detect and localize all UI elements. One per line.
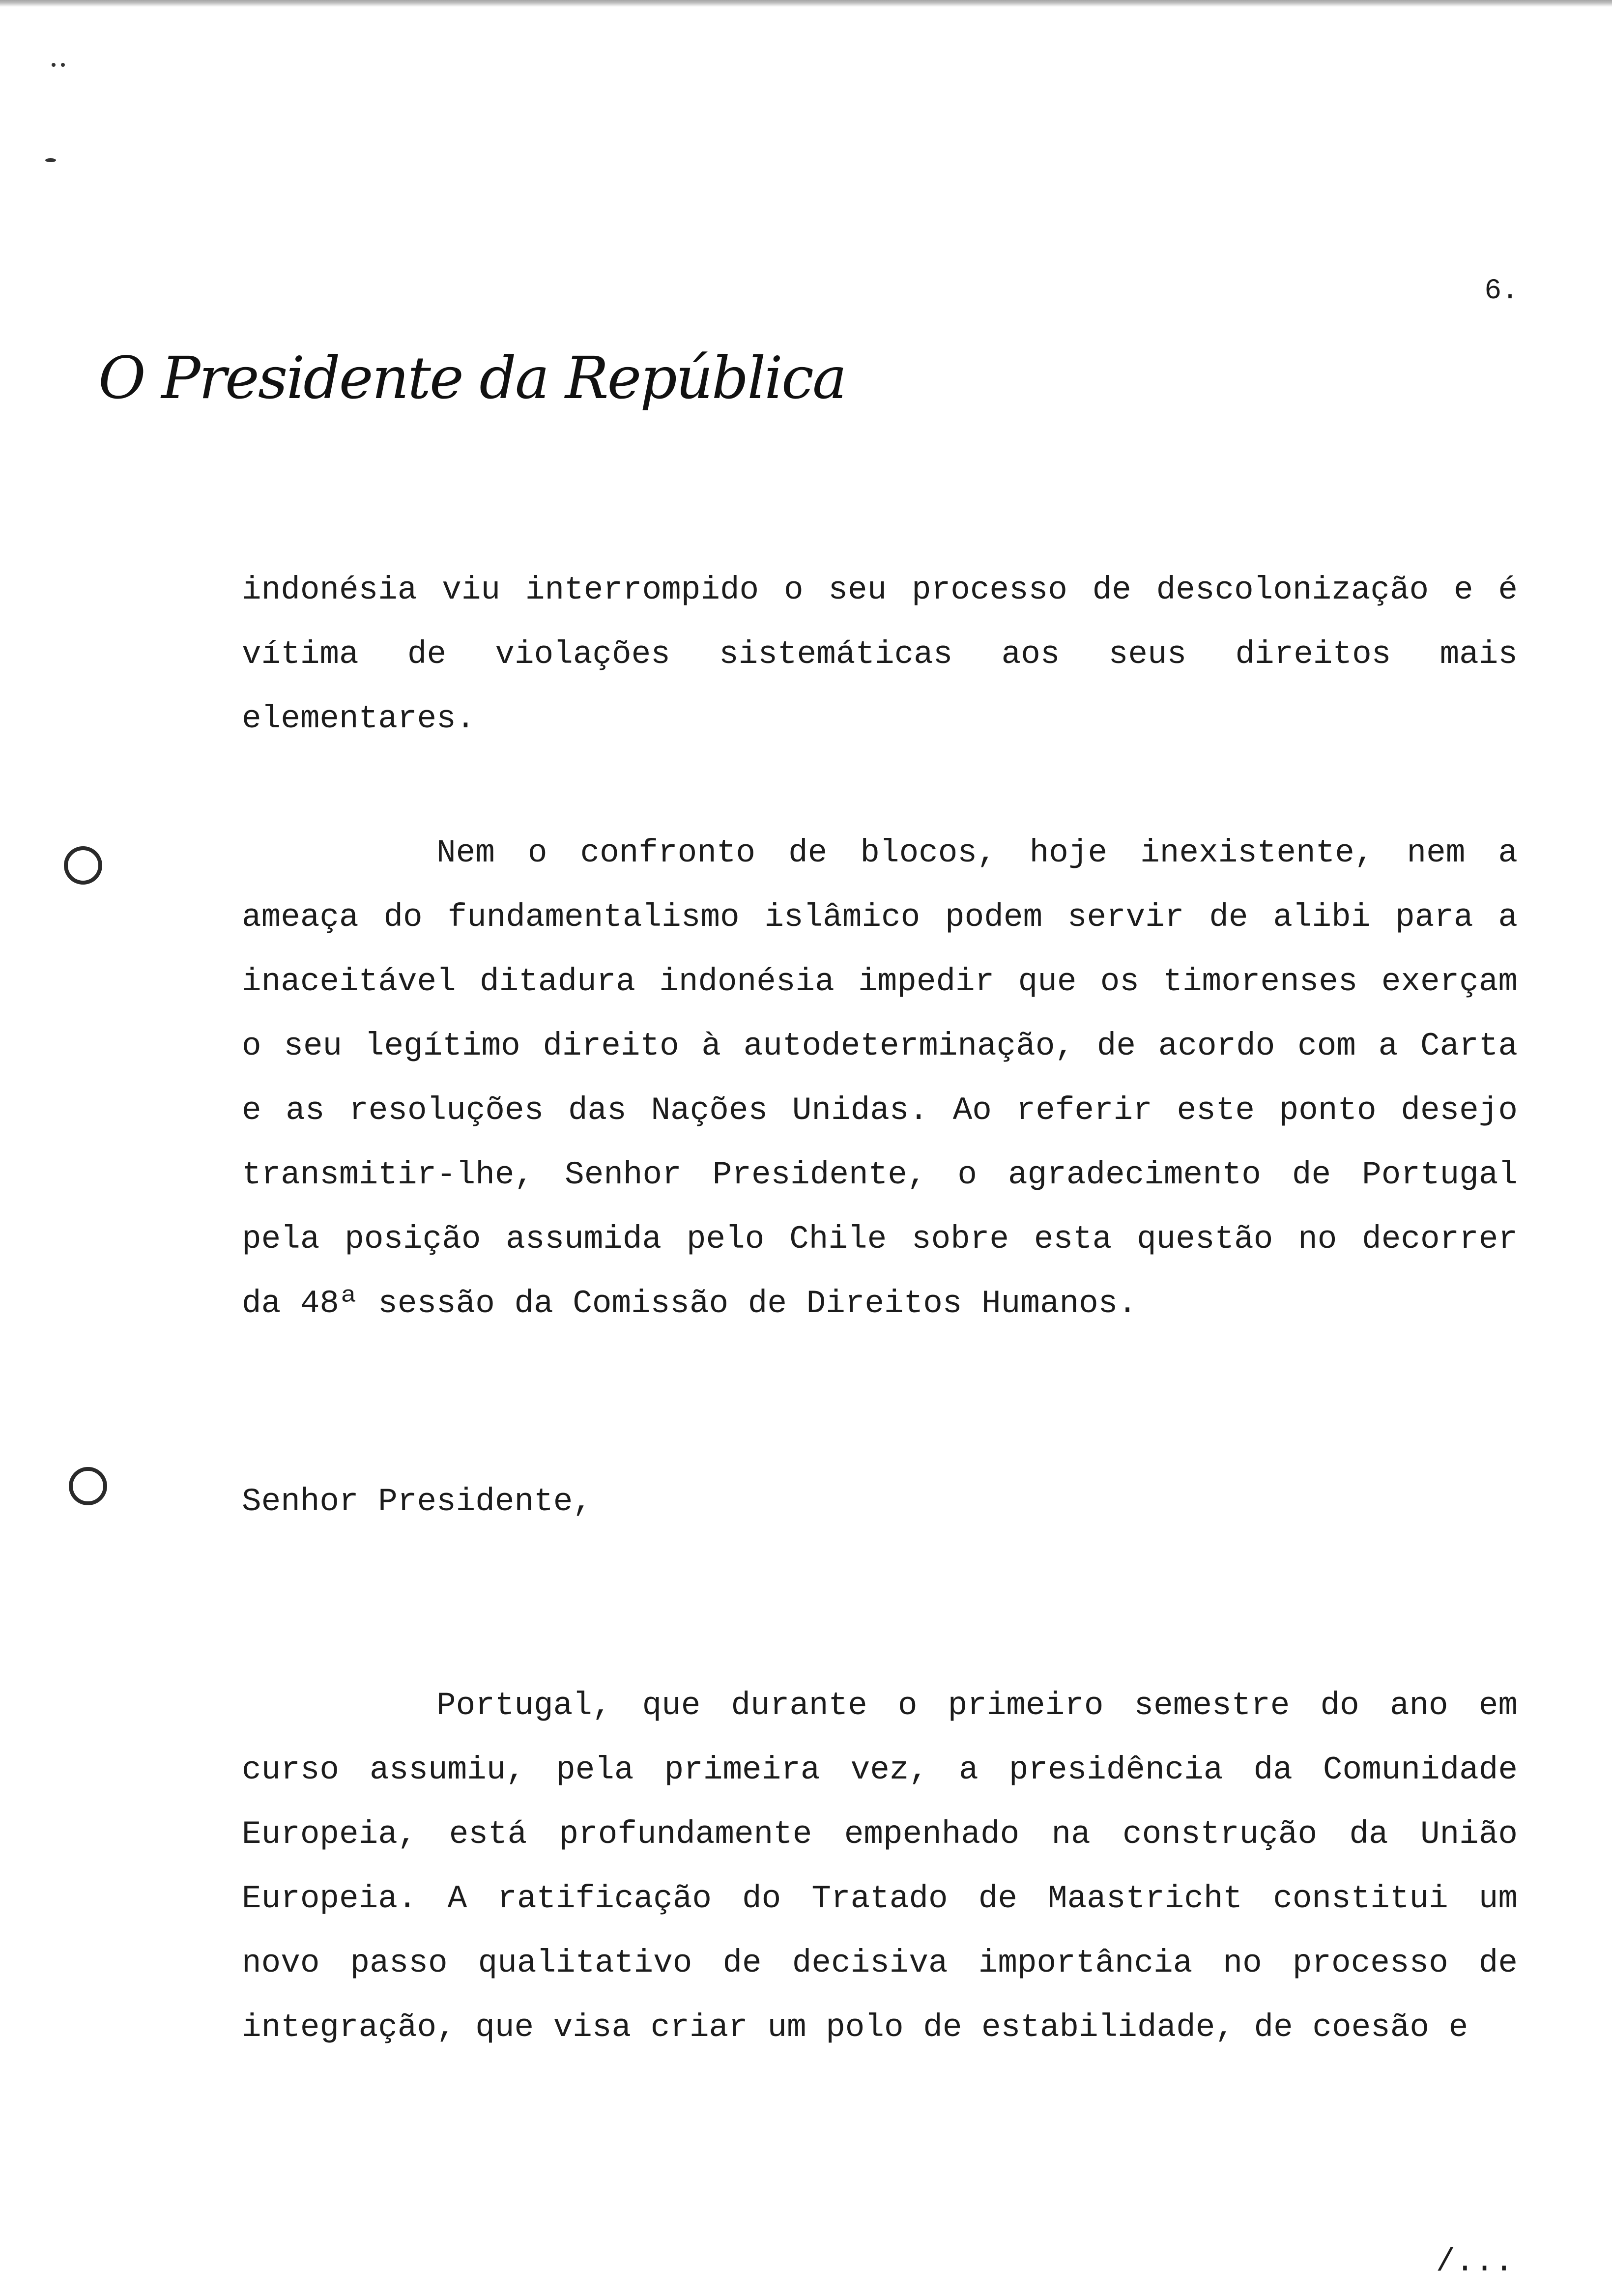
body-paragraph: Nem o confronto de blocos, hoje inexistente, nem a ameaça do fundamentalismo islâmico podem servir de alibi para a inaceitável ditadura indonésia impedir que os timorenses exerçam o seu legítimo direito à autodeterminação, de acordo com a Carta e as resoluções das Nações Unidas. Ao referir este ponto desejo transmitir-lhe, Senhor Presidente, o agradecimento de Portugal pela posição assumida pelo Chile sobre esta questão no decorrer da 48ª sessão da Comissão de Direitos Humanos. bbox=[242, 834, 1518, 1322]
scan-top-edge bbox=[0, 0, 1612, 7]
salutation: Senhor Presidente, bbox=[242, 1483, 592, 1520]
punch-hole-icon bbox=[64, 846, 102, 885]
scan-speck bbox=[61, 63, 65, 67]
body-paragraph: Portugal, que durante o primeiro semestre do ano em curso assumiu, pela primeira vez, a presidência da Comunidade Europeia, está profundamente empenhado na construção da União Europeia. A ratificação do Tratado de Maastricht constitui um novo passo qualitativo de decisiva importância no processo de integração, que visa criar um polo de estabilidade, de coesão e bbox=[242, 1687, 1518, 2046]
scan-speck bbox=[45, 158, 56, 162]
letterhead-title: O Presidente da República bbox=[98, 344, 846, 412]
page-number: 6. bbox=[1484, 275, 1519, 307]
body-paragraph: indonésia viu interrompido o seu processo de descolonização e é vítima de violações sistemáticas aos seus direitos mais elementares. bbox=[242, 572, 1518, 737]
continuation-mark: /... bbox=[1436, 2243, 1514, 2280]
punch-hole-icon bbox=[69, 1467, 107, 1505]
scan-speck bbox=[52, 63, 56, 67]
